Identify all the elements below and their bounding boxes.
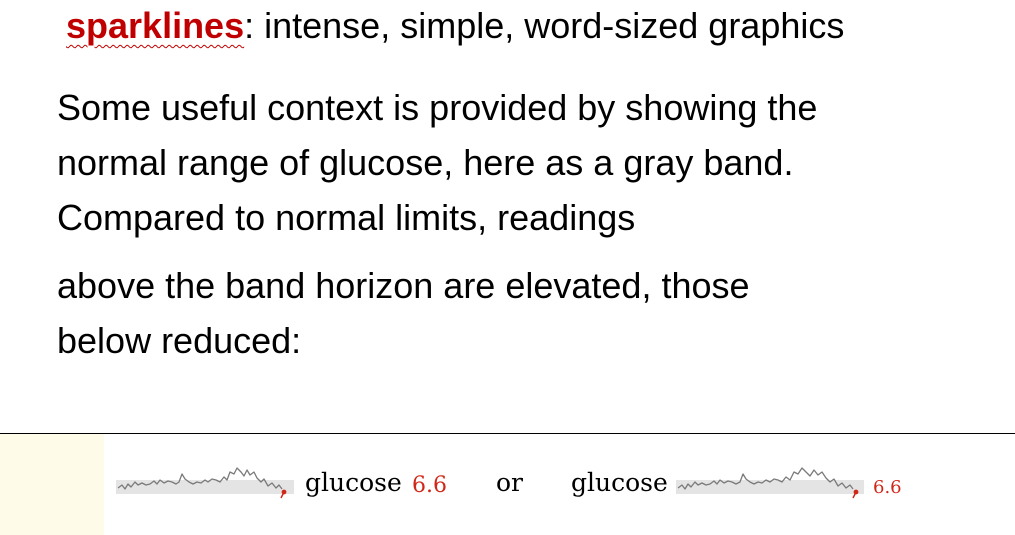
glucose-sparkline-2 <box>676 458 866 508</box>
glucose-label-1: glucose <box>305 468 402 497</box>
slide-title <box>66 2 844 50</box>
normal-range-band <box>116 480 294 494</box>
title-keyword: sparklines <box>66 5 245 46</box>
paragraph-line: below reduced: <box>57 320 302 361</box>
paragraph-line: above the band horizon are elevated, those <box>57 265 750 306</box>
connector-or: or <box>496 468 524 497</box>
glucose-value-1: 6.6 <box>412 473 447 498</box>
title-rest: : intense, simple, word-sized graphics <box>244 5 845 46</box>
background-tint <box>0 434 104 535</box>
paragraph-context <box>57 80 817 245</box>
paragraph-line: Some useful context is provided by showing the <box>57 87 818 128</box>
glucose-value-2: 6.6 <box>873 477 902 498</box>
glucose-sparkline-1 <box>116 458 296 508</box>
glucose-label-2: glucose <box>571 468 668 497</box>
divider-line <box>0 433 1015 434</box>
paragraph-line: Compared to normal limits, readings <box>57 197 636 238</box>
paragraph-line: normal range of glucose, here as a gray band. <box>57 142 794 183</box>
paragraph-interpretation <box>57 258 750 368</box>
